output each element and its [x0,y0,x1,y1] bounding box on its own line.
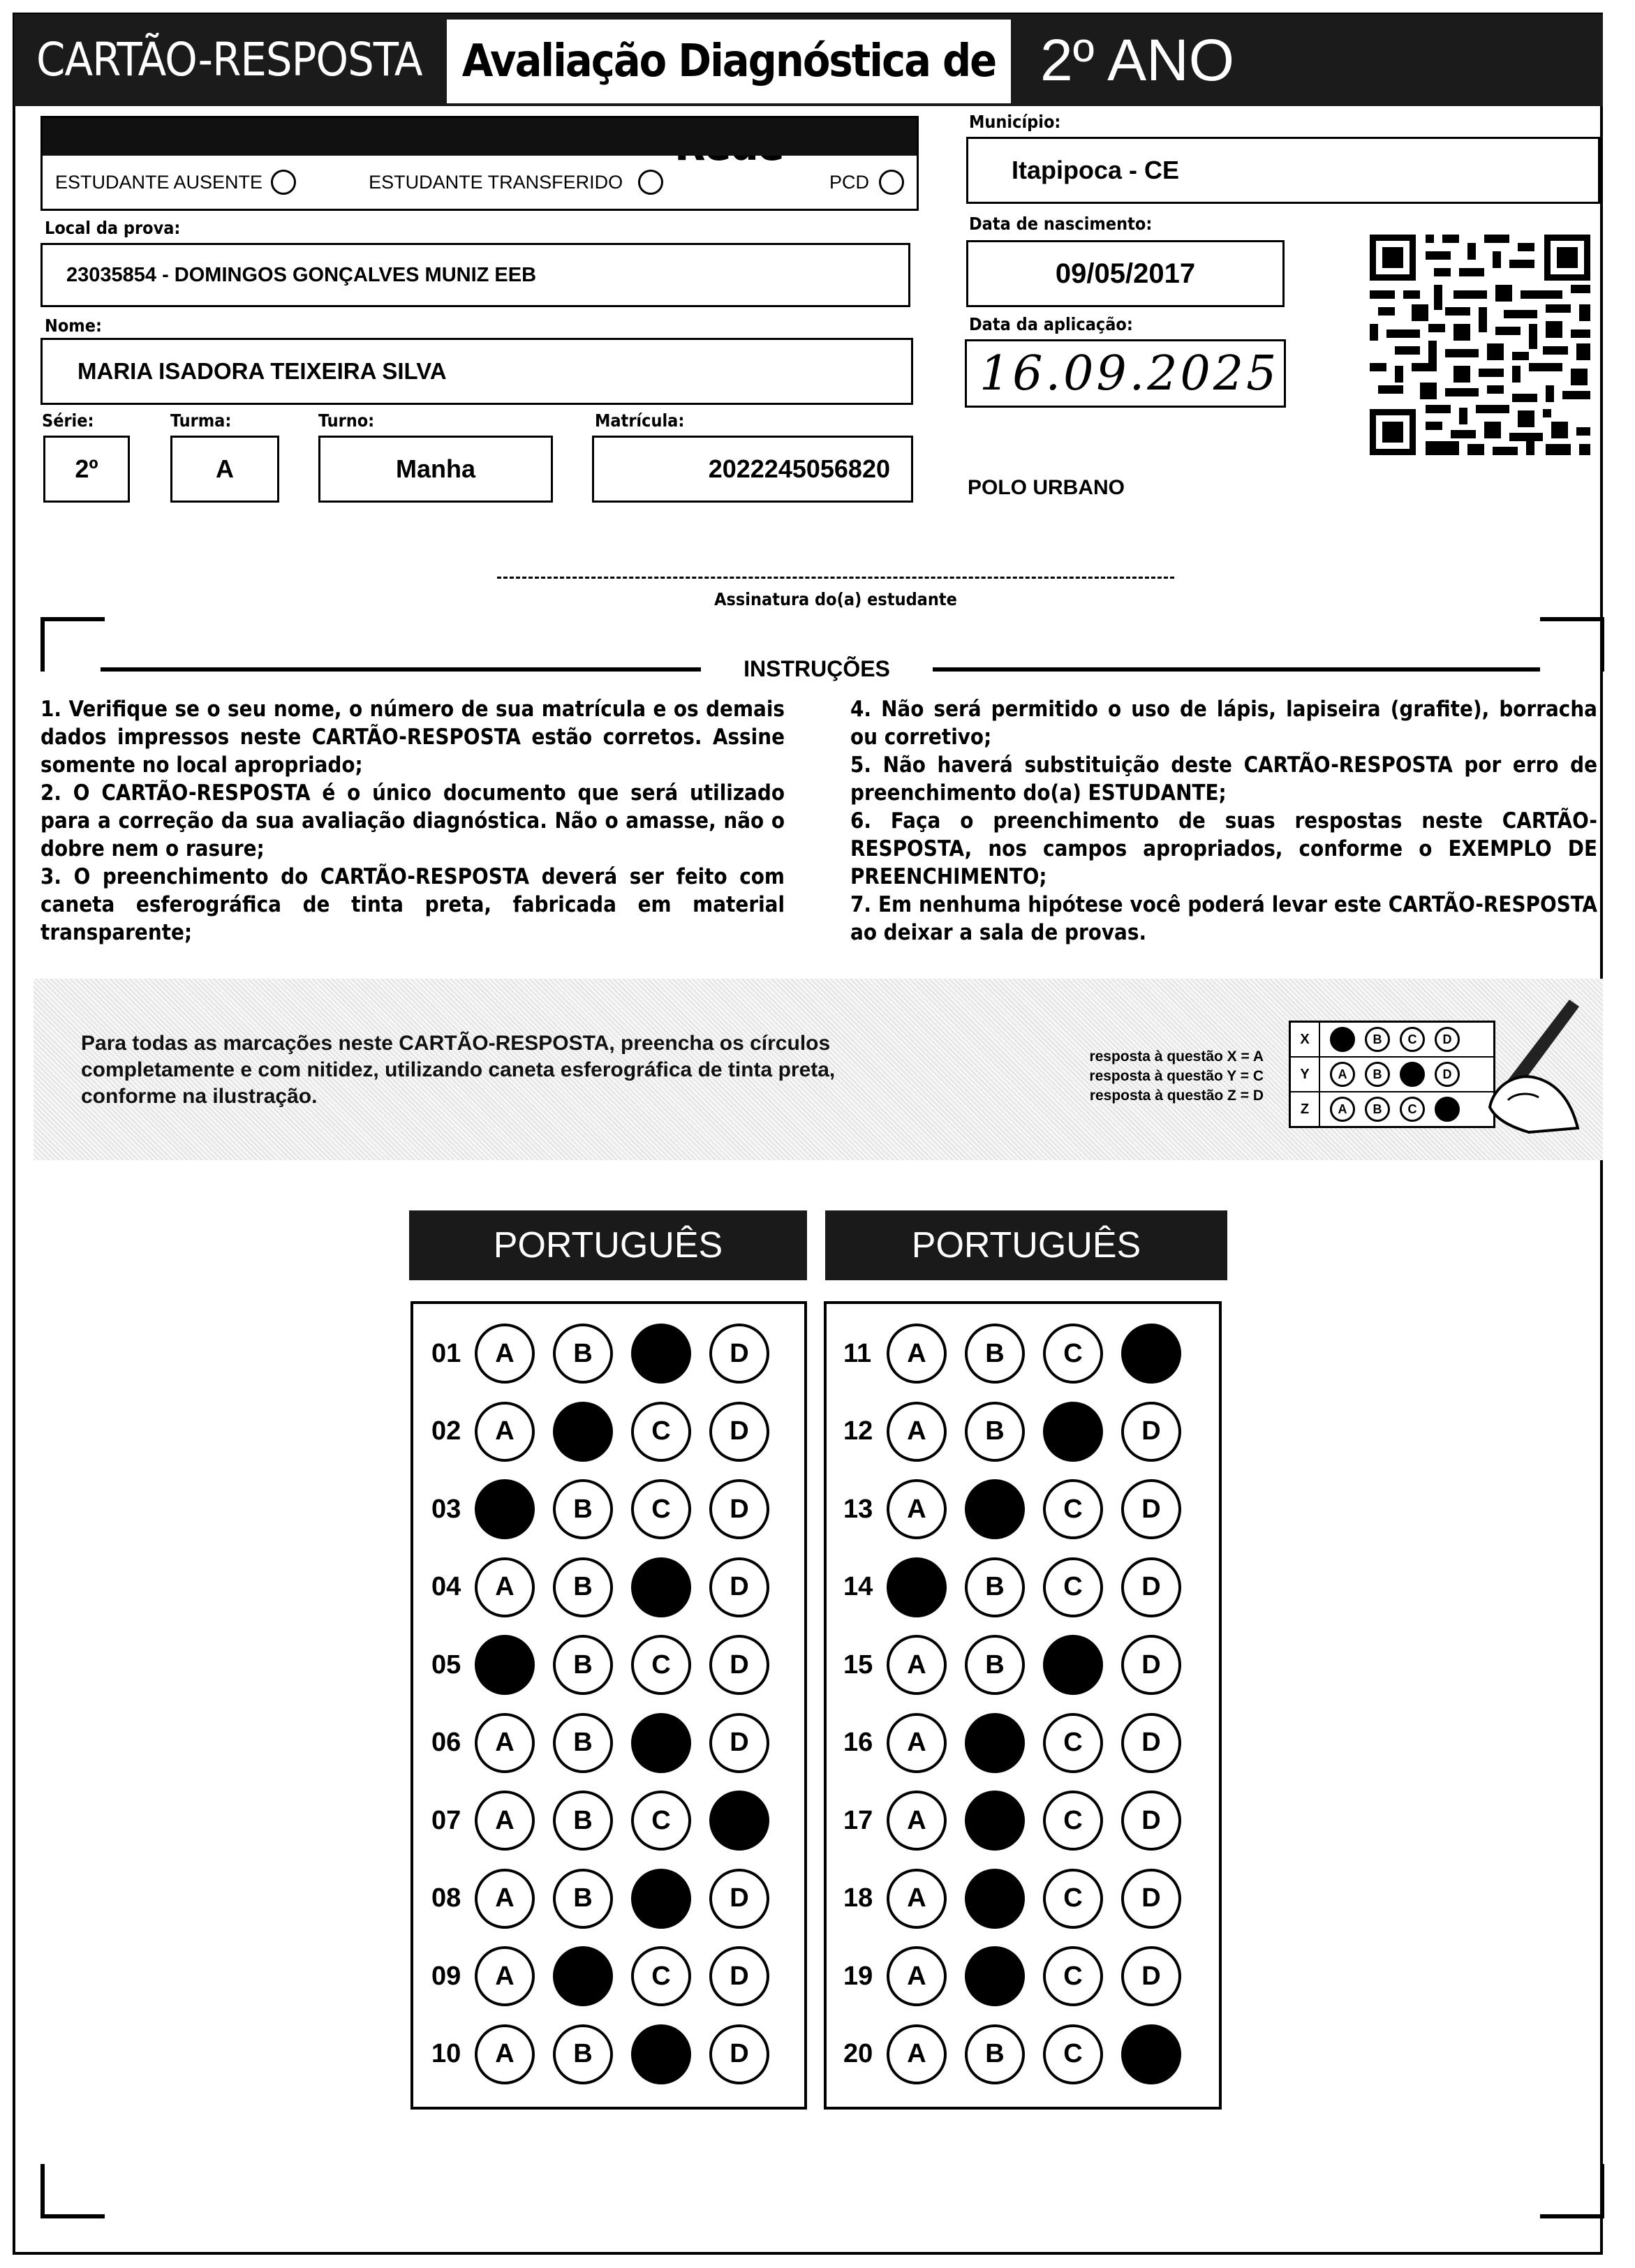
example-bubble-a: A [1330,1097,1355,1122]
example-bubble-c: C [1400,1097,1425,1122]
name-field [40,338,913,405]
question-number: 05 [431,1650,461,1680]
corner-marker-bottom-right [1540,2164,1604,2218]
turma-value: A [216,454,234,483]
example-row-label: Z [1291,1092,1320,1126]
question-row [843,1478,1199,1541]
answer-bubble-d[interactable]: D [709,1479,769,1539]
instruction-6: 6. Faça o preenchimento de suas respostas neste CARTÃO-RESPOSTA, nos campos apropriados, conforme o EXEMPLO DE PREENCHIMENTO; [850,808,1597,889]
answer-bubble-d[interactable]: D [1121,1791,1181,1851]
instructions-rule-right [933,667,1540,672]
example-bubble-d [1435,1097,1460,1122]
example-bubble-c: C [1400,1027,1425,1052]
question-row [431,1556,787,1619]
turno-label: Turno: [318,410,375,431]
instruction-4: 4. Não será permitido o uso de lápis, lapiseira (grafite), borracha ou corretivo; [850,697,1597,750]
instructions-left-column [40,695,785,947]
corner-marker-bottom-left [40,2164,105,2218]
turma-label: Turma: [170,410,232,431]
question-row [843,1712,1199,1774]
question-row [843,1789,1199,1852]
example-bubble-c [1400,1062,1425,1087]
answer-bubble-b[interactable]: B [965,1557,1025,1617]
signature-line [497,577,1174,579]
answer-bubble-c[interactable]: C [1043,2024,1103,2084]
answer-bubble-c[interactable]: C [1043,1946,1103,2006]
answer-bubble-b[interactable]: B [553,1479,613,1539]
absent-label: ESTUDANTE AUSENTE [55,171,263,193]
question-row [843,1945,1199,2008]
question-row [431,1633,787,1696]
example-row-z [1291,1092,1493,1126]
question-number: 14 [843,1572,873,1601]
answer-bubble-d[interactable] [709,1791,769,1851]
answer-bubble-c[interactable]: C [631,1479,691,1539]
municipio-label: Município: [969,112,1061,132]
answer-bubble-a[interactable]: A [475,1713,535,1773]
answer-bubble-b[interactable] [965,1946,1025,2006]
absent-checkbox[interactable] [271,170,296,195]
fill-example-grid [1289,1021,1495,1128]
answer-bubble-b[interactable] [965,1713,1025,1773]
question-row [431,1712,787,1774]
instruction-1: 1. Verifique se o seu nome, o número de sua matrícula e os demais dados impressos neste CARTÃO-RESPOSTA estão corretos. Assine somente no local apropriado; [40,697,785,778]
serie-field [43,436,130,503]
answer-bubble-d[interactable]: D [709,1324,769,1384]
answer-bubble-d[interactable]: D [709,1402,769,1462]
answer-bubble-c[interactable] [631,1557,691,1617]
answer-bubble-d[interactable]: D [1121,1635,1181,1695]
answer-bubble-b[interactable]: B [553,1324,613,1384]
answer-bubble-c[interactable] [631,2024,691,2084]
example-bubble-b: B [1365,1062,1390,1087]
question-number: 11 [843,1338,872,1368]
example-row-label: X [1291,1023,1320,1056]
matricula-label: Matrícula: [595,410,685,431]
serie-value: 2º [75,454,98,483]
corner-marker-top-right [1540,617,1604,672]
answer-bubble-c[interactable] [631,1324,691,1384]
question-number: 03 [431,1494,461,1524]
answer-bubble-b[interactable]: B [553,2024,613,2084]
question-number: 09 [431,1961,461,1991]
answer-bubble-b[interactable]: B [553,1869,613,1929]
question-row [843,1400,1199,1463]
answer-bubble-a[interactable]: A [887,1869,947,1929]
answer-bubble-c[interactable]: C [631,1402,691,1462]
question-row [843,2023,1199,2086]
fill-example-text: Para todas as marcações neste CARTÃO-RESPOSTA, preencha os círculos completamente e com nitidez, utilizando caneta esferográfica de tinta preta, conforme na ilustração. [81,1032,836,1108]
answer-bubble-a[interactable]: A [887,1402,947,1462]
answer-bubble-c[interactable]: C [631,1635,691,1695]
birthdate-field [966,240,1285,307]
answer-bubble-b[interactable] [965,1479,1025,1539]
answer-bubble-b[interactable]: B [553,1791,613,1851]
question-number: 02 [431,1416,461,1446]
card-title: CARTÃO-RESPOSTA [36,33,422,87]
instructions-title: INSTRUÇÕES [743,656,890,681]
answer-bubble-a[interactable] [475,1479,535,1539]
polo-text: POLO URBANO [968,476,1125,499]
example-bubble-b: B [1365,1097,1390,1122]
grade-title: 2º ANO [1040,27,1235,93]
municipio-field [966,137,1600,204]
answer-bubble-c[interactable] [631,1713,691,1773]
answer-bubble-a[interactable]: A [475,1791,535,1851]
legend-z: resposta à questão Z = D [1089,1088,1264,1104]
turno-field [318,436,553,503]
answer-bubble-c[interactable]: C [631,1791,691,1851]
answer-bubble-b[interactable]: B [965,1635,1025,1695]
application-date-label: Data da aplicação: [969,314,1133,334]
question-row [431,1478,787,1541]
answer-bubble-c[interactable]: C [631,1946,691,2006]
question-number: 17 [843,1805,873,1835]
answer-bubble-d[interactable]: D [1121,1713,1181,1773]
serie-label: Série: [42,410,94,431]
answer-bubble-b[interactable] [553,1402,613,1462]
answer-bubble-a[interactable]: A [887,1713,947,1773]
answer-bubble-a[interactable]: A [887,1791,947,1851]
question-number: 18 [843,1883,873,1913]
turma-field [170,436,279,503]
instruction-5: 5. Não haverá substituição deste CARTÃO-RESPOSTA por erro de preenchimento do(a) ESTUDANTE; [850,753,1597,806]
example-bubble-b: B [1365,1027,1390,1052]
example-row-y [1291,1058,1493,1092]
transferred-checkbox[interactable] [638,170,663,195]
answer-bubble-d[interactable]: D [1121,1557,1181,1617]
answer-bubble-a[interactable]: A [475,1557,535,1617]
example-bubble-d: D [1435,1027,1460,1052]
instructions-rule-left [101,667,701,672]
example-bubble-a [1330,1027,1355,1052]
question-number: 19 [843,1961,873,1991]
answer-bubble-b[interactable] [553,1946,613,2006]
birthdate-label: Data de nascimento: [969,214,1153,234]
name-label: Nome: [45,316,102,336]
answer-bubble-a[interactable]: A [475,1946,535,2006]
example-bubble-a: A [1330,1062,1355,1087]
question-number: 12 [843,1416,873,1446]
answer-bubble-a[interactable] [475,1635,535,1695]
answer-bubble-d[interactable] [1121,2024,1181,2084]
location-value: 23035854 - DOMINGOS GONÇALVES MUNIZ EEB [66,263,537,286]
example-bubble-d: D [1435,1062,1460,1087]
instruction-3: 3. O preenchimento do CARTÃO-RESPOSTA deverá ser feito com caneta esferográfica de tinta preta, fabricada em material transparente; [40,864,785,945]
answer-bubble-d[interactable]: D [1121,1479,1181,1539]
answer-bubble-b[interactable]: B [965,1402,1025,1462]
answer-bubble-b[interactable] [965,1869,1025,1929]
answer-bubble-d[interactable]: D [709,1946,769,2006]
question-number: 16 [843,1728,873,1757]
answer-bubble-a[interactable] [887,1557,947,1617]
question-row [843,1633,1199,1696]
answer-bubble-c[interactable] [631,1869,691,1929]
question-number: 10 [431,2039,461,2068]
answer-bubble-a[interactable]: A [887,1635,947,1695]
answer-bubble-a[interactable]: A [475,1869,535,1929]
answer-bubble-d[interactable]: D [709,1557,769,1617]
question-row [431,1867,787,1930]
legend-x: resposta à questão X = A [1089,1048,1264,1065]
question-row [431,1322,787,1385]
answer-bubble-d[interactable]: D [709,1635,769,1695]
section-title-portugues-2: PORTUGUÊS [825,1210,1227,1280]
answer-bubble-c[interactable]: C [1043,1713,1103,1773]
application-date-value: 16.09.2025 [979,346,1280,401]
answer-bubble-a[interactable]: A [887,2024,947,2084]
turno-value: Manha [395,454,475,483]
question-number: 07 [431,1805,461,1835]
answer-bubble-a[interactable]: A [887,1479,947,1539]
birthdate-value: 09/05/2017 [1055,258,1196,289]
answer-bubble-c[interactable] [1043,1402,1103,1462]
question-number: 01 [431,1338,461,1368]
answer-bubble-d[interactable]: D [1121,1869,1181,1929]
answer-bubble-a[interactable]: A [475,1402,535,1462]
signature-label: Assinatura do(a) estudante [714,589,957,609]
pcd-label: PCD [829,171,869,193]
instructions-right-column [850,695,1597,947]
question-number: 08 [431,1883,461,1913]
legend-y: resposta à questão Y = C [1089,1068,1264,1084]
answer-bubble-c[interactable]: C [1043,1869,1103,1929]
instruction-7: 7. Em nenhuma hipótese você poderá levar este CARTÃO-RESPOSTA ao deixar a sala de provas. [850,892,1597,945]
pcd-checkbox[interactable] [879,170,904,195]
question-number: 13 [843,1494,873,1524]
section-title-portugues-1: PORTUGUÊS [409,1210,807,1280]
question-row [431,1400,787,1463]
matricula-field [592,436,913,503]
answer-bubble-c[interactable]: C [1043,1557,1103,1617]
corner-marker-top-left [40,617,105,672]
answer-bubble-c[interactable]: C [1043,1791,1103,1851]
answer-bubble-b[interactable]: B [553,1635,613,1695]
name-value: MARIA ISADORA TEIXEIRA SILVA [77,358,447,384]
municipio-value: Itapipoca - CE [1012,156,1180,184]
matricula-value: 2022245056820 [708,454,890,483]
assessment-title: Avaliação Diagnóstica de [461,36,996,87]
answer-bubble-d[interactable]: D [709,1869,769,1929]
question-row [431,2023,787,2086]
answer-bubble-d[interactable]: D [1121,1946,1181,2006]
question-row [431,1789,787,1852]
answer-bubble-b[interactable]: B [965,2024,1025,2084]
answer-bubble-a[interactable]: A [887,1946,947,2006]
example-row-label: Y [1291,1058,1320,1091]
instruction-2: 2. O CARTÃO-RESPOSTA é o único documento que será utilizado para a correção da sua avaliação diagnóstica. Não o amasse, não o dobre nem o rasure; [40,780,785,861]
question-number: 15 [843,1650,873,1680]
answer-bubble-b[interactable] [965,1791,1025,1851]
answer-bubble-c[interactable] [1043,1635,1103,1695]
answer-bubble-d[interactable]: D [1121,1402,1181,1462]
answer-bubble-c[interactable]: C [1043,1479,1103,1539]
answer-bubble-a[interactable]: A [475,1324,535,1384]
barcode-strip [43,118,917,156]
qr-code [1370,235,1590,455]
answer-bubble-a[interactable]: A [475,2024,535,2084]
location-label: Local da prova: [45,218,181,238]
answer-bubble-d[interactable] [1121,1324,1181,1384]
answer-bubble-b[interactable]: B [553,1713,613,1773]
answer-bubble-c[interactable]: C [1043,1324,1103,1384]
answer-bubble-b[interactable]: B [553,1557,613,1617]
answer-bubble-d[interactable]: D [709,1713,769,1773]
answer-bubble-d[interactable]: D [709,2024,769,2084]
question-number: 04 [431,1572,461,1601]
question-row [431,1945,787,2008]
example-row-x [1291,1023,1493,1058]
location-field [40,243,910,307]
question-row [843,1322,1199,1385]
hand-pen-icon [1487,995,1599,1135]
answer-bubble-a[interactable]: A [887,1324,947,1384]
question-row [843,1556,1199,1619]
fill-example-legend [963,1047,1264,1106]
status-block [40,116,919,211]
question-row [843,1867,1199,1930]
question-number: 06 [431,1728,461,1757]
answer-bubble-b[interactable]: B [965,1324,1025,1384]
question-number: 20 [843,2039,873,2068]
transferred-label: ESTUDANTE TRANSFERIDO [369,171,623,193]
application-date-field [965,339,1286,408]
